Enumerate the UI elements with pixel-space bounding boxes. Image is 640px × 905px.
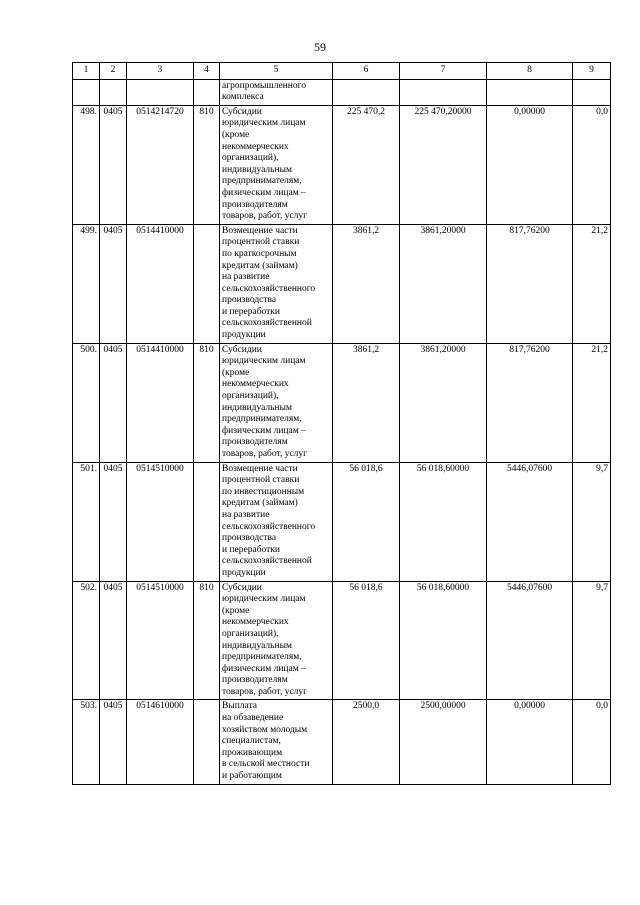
row-number: 499. (73, 224, 100, 343)
item-name: Субсидии юридическим лицам (кроме некоммерческих организаций), индивидуальным предпринимателям, физическим лицам – производителям товаров, работ, услуг (220, 581, 333, 700)
col6-value: 2500,0 (333, 700, 400, 784)
expense-type: 810 (194, 105, 220, 224)
col9-value: 21,2 (573, 343, 611, 462)
continuation-row (73, 79, 611, 105)
section-code: 0405 (100, 462, 127, 581)
target-code: 0514510000 (127, 462, 194, 581)
row-number: 498. (73, 105, 100, 224)
table-row (73, 343, 611, 462)
item-name: Субсидии юридическим лицам (кроме некоммерческих организаций), индивидуальным предпринимателям, физическим лицам – производителям товаров, работ, услуг (220, 105, 333, 224)
header-cell: 2 (100, 63, 127, 80)
header-cell: 1 (73, 63, 100, 80)
col8-value: 0,00000 (487, 700, 573, 784)
expense-type (194, 462, 220, 581)
expense-type: 810 (194, 581, 220, 700)
table-row (73, 700, 611, 784)
target-code: 0514410000 (127, 343, 194, 462)
row-number: 501. (73, 462, 100, 581)
col8-value: 5446,07600 (487, 581, 573, 700)
target-code: 0514610000 (127, 700, 194, 784)
table-row (73, 224, 611, 343)
table-row (73, 581, 611, 700)
row-number: 502. (73, 581, 100, 700)
item-name: Субсидии юридическим лицам (кроме некоммерческих организаций), индивидуальным предпринимателям, физическим лицам – производителям товаров, работ, услуг (220, 343, 333, 462)
section-code: 0405 (100, 581, 127, 700)
table-row (73, 105, 611, 224)
item-name: Возмещение части процентной ставки по краткосрочным кредитам (займам) на развитие сельскохозяйственного производства и переработки сельскохозяйственной продукции (220, 224, 333, 343)
header-cell: 3 (127, 63, 194, 80)
col6-value: 3861,2 (333, 343, 400, 462)
col9-value: 0,0 (573, 700, 611, 784)
item-name: Выплата на обзаведение хозяйством молодым специалистам, проживающим в сельской местности и работающим (220, 700, 333, 784)
col6-value: 56 018,6 (333, 581, 400, 700)
col7-value: 225 470,20000 (400, 105, 487, 224)
header-cell: 7 (400, 63, 487, 80)
col9-value: 9,7 (573, 581, 611, 700)
continuation-text: агропромышленного комплекса (220, 79, 333, 105)
expense-type (194, 224, 220, 343)
col7-value: 3861,20000 (400, 343, 487, 462)
expense-type: 810 (194, 343, 220, 462)
col6-value: 56 018,6 (333, 462, 400, 581)
header-cell: 5 (220, 63, 333, 80)
row-number: 500. (73, 343, 100, 462)
col7-value: 56 018,60000 (400, 462, 487, 581)
header-cell: 8 (487, 63, 573, 80)
section-code: 0405 (100, 224, 127, 343)
section-code: 0405 (100, 343, 127, 462)
col7-value: 56 018,60000 (400, 581, 487, 700)
col7-value: 2500,00000 (400, 700, 487, 784)
col8-value: 817,76200 (487, 224, 573, 343)
expense-type (194, 700, 220, 784)
target-code: 0514214720 (127, 105, 194, 224)
col7-value: 3861,20000 (400, 224, 487, 343)
col8-value: 817,76200 (487, 343, 573, 462)
col8-value: 0,00000 (487, 105, 573, 224)
header-cell: 9 (573, 63, 611, 80)
col6-value: 3861,2 (333, 224, 400, 343)
target-code: 0514410000 (127, 224, 194, 343)
section-code: 0405 (100, 700, 127, 784)
col8-value: 5446,07600 (487, 462, 573, 581)
header-cell: 4 (194, 63, 220, 80)
col9-value: 0,0 (573, 105, 611, 224)
item-name: Возмещение части процентной ставки по инвестиционным кредитам (займам) на развитие сельскохозяйственного производства и переработки сельскохозяйственной продукции (220, 462, 333, 581)
header-cell: 6 (333, 63, 400, 80)
row-number: 503. (73, 700, 100, 784)
table-row (73, 462, 611, 581)
budget-table (72, 62, 611, 785)
page-number: 59 (314, 40, 326, 54)
target-code: 0514510000 (127, 581, 194, 700)
header-row (73, 63, 611, 80)
col9-value: 21,2 (573, 224, 611, 343)
col6-value: 225 470,2 (333, 105, 400, 224)
section-code: 0405 (100, 105, 127, 224)
col9-value: 9,7 (573, 462, 611, 581)
